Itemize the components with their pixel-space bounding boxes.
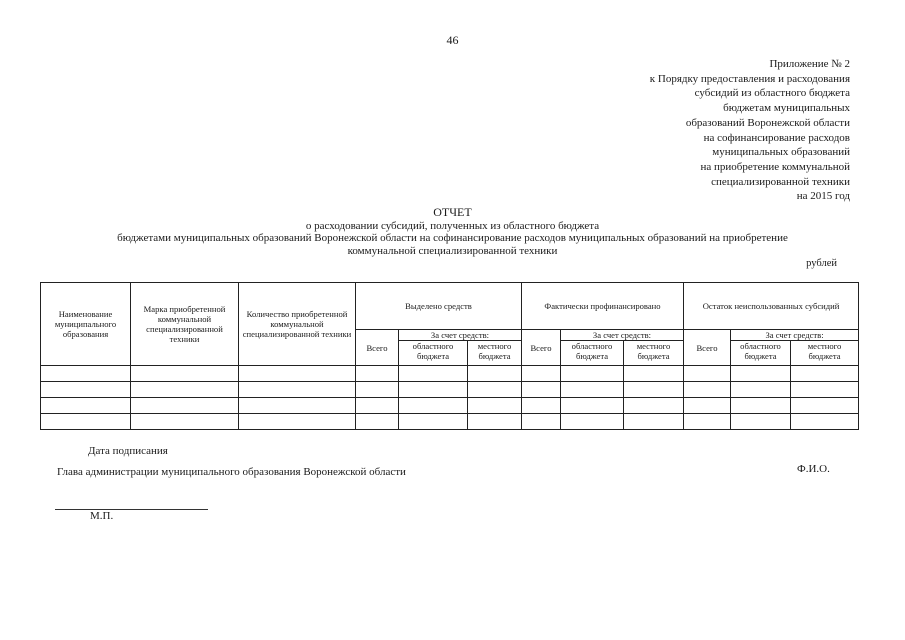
- table-row: [41, 382, 859, 398]
- stamp-label: М.П.: [90, 510, 114, 522]
- header-including: За счет средств:: [561, 330, 684, 341]
- header-regional: областного бюджета: [731, 341, 791, 366]
- header-regional: областного бюджета: [561, 341, 624, 366]
- header-remainder: Остаток неиспользованных субсидий: [684, 283, 859, 330]
- table-cell: [468, 398, 522, 414]
- table-cell: [624, 398, 684, 414]
- header-local: местного бюджета: [624, 341, 684, 366]
- table-cell: [522, 414, 561, 430]
- table-cell: [624, 414, 684, 430]
- table-cell: [356, 382, 399, 398]
- header-including: За счет средств:: [399, 330, 522, 341]
- head-of-administration-label: Глава администрации муниципального образования Воронежской области: [57, 466, 406, 478]
- appendix-line: муниципальных образований: [712, 146, 850, 159]
- table-cell: [731, 398, 791, 414]
- table-cell: [356, 414, 399, 430]
- table-cell: [399, 398, 468, 414]
- currency-units: рублей: [806, 258, 837, 269]
- signing-date-label: Дата подписания: [88, 445, 168, 457]
- header-financed: Фактически профинансировано: [522, 283, 684, 330]
- report-title-line: о расходовании субсидий, полученных из областного бюджета: [305, 219, 600, 232]
- appendix-line: образований Воронежской области: [685, 116, 850, 129]
- header-quantity: Количество приобретенной коммунальной специализированной техники: [239, 283, 356, 366]
- appendix-line: на софинансирование расходов: [703, 131, 850, 144]
- header-regional: областного бюджета: [399, 341, 468, 366]
- table-cell: [561, 398, 624, 414]
- table-cell: [41, 414, 131, 430]
- report-title-line: коммунальной специализированной техники: [347, 244, 558, 257]
- report-title-main: ОТЧЕТ: [433, 205, 472, 219]
- table-cell: [684, 414, 731, 430]
- appendix-header: [550, 57, 850, 204]
- table-cell: [131, 398, 239, 414]
- table-cell: [791, 382, 859, 398]
- table-cell: [561, 366, 624, 382]
- table-cell: [41, 398, 131, 414]
- table-cell: [239, 414, 356, 430]
- table-cell: [131, 366, 239, 382]
- table-cell: [624, 366, 684, 382]
- table-cell: [791, 366, 859, 382]
- appendix-line: субсидий из областного бюджета: [694, 87, 850, 100]
- appendix-line: бюджетам муниципальных: [723, 102, 850, 115]
- table-cell: [731, 366, 791, 382]
- table-cell: [41, 366, 131, 382]
- appendix-line: специализированной техники: [711, 175, 850, 188]
- table-cell: [731, 382, 791, 398]
- table-header-row: [41, 283, 859, 330]
- table-cell: [684, 366, 731, 382]
- header-total: Всего: [684, 330, 731, 366]
- table-cell: [522, 398, 561, 414]
- table-row: [41, 366, 859, 382]
- table-cell: [131, 414, 239, 430]
- header-total: Всего: [356, 330, 399, 366]
- table-cell: [624, 382, 684, 398]
- table-cell: [731, 414, 791, 430]
- table-cell: [239, 382, 356, 398]
- table-row: [41, 414, 859, 430]
- table-cell: [468, 382, 522, 398]
- table-cell: [791, 398, 859, 414]
- table-cell: [468, 366, 522, 382]
- table-cell: [684, 382, 731, 398]
- table-cell: [561, 414, 624, 430]
- table-cell: [356, 366, 399, 382]
- header-municipality: Наименование муниципального образования: [41, 283, 131, 366]
- report-table: [40, 282, 859, 430]
- full-name-label: Ф.И.О.: [797, 463, 830, 475]
- header-brand: Марка приобретенной коммунальной специализированной техники: [131, 283, 239, 366]
- appendix-line: Приложение № 2: [769, 58, 850, 70]
- table-cell: [399, 414, 468, 430]
- table-cell: [399, 366, 468, 382]
- report-title: [0, 206, 905, 257]
- table-cell: [522, 366, 561, 382]
- page-number: 46: [446, 33, 459, 47]
- table-cell: [239, 398, 356, 414]
- table-cell: [561, 382, 624, 398]
- table-cell: [684, 398, 731, 414]
- table-cell: [239, 366, 356, 382]
- table-row: [41, 398, 859, 414]
- appendix-line: на 2015 год: [796, 190, 850, 203]
- table-cell: [356, 398, 399, 414]
- header-including: За счет средств:: [731, 330, 859, 341]
- appendix-line: на приобретение коммунальной: [700, 160, 850, 173]
- table-cell: [41, 382, 131, 398]
- header-local: местного бюджета: [468, 341, 522, 366]
- table-cell: [522, 382, 561, 398]
- signature-line: [55, 509, 208, 510]
- table-cell: [468, 414, 522, 430]
- table-cell: [791, 414, 859, 430]
- table-cell: [399, 382, 468, 398]
- report-title-line: бюджетами муниципальных образований Воронежской области на софинансирование расходов муниципальных образований на приобретение: [117, 232, 788, 245]
- header-total: Всего: [522, 330, 561, 366]
- table-cell: [131, 382, 239, 398]
- appendix-line: к Порядку предоставления и расходования: [649, 72, 850, 85]
- header-local: местного бюджета: [791, 341, 859, 366]
- header-allocated: Выделено средств: [356, 283, 522, 330]
